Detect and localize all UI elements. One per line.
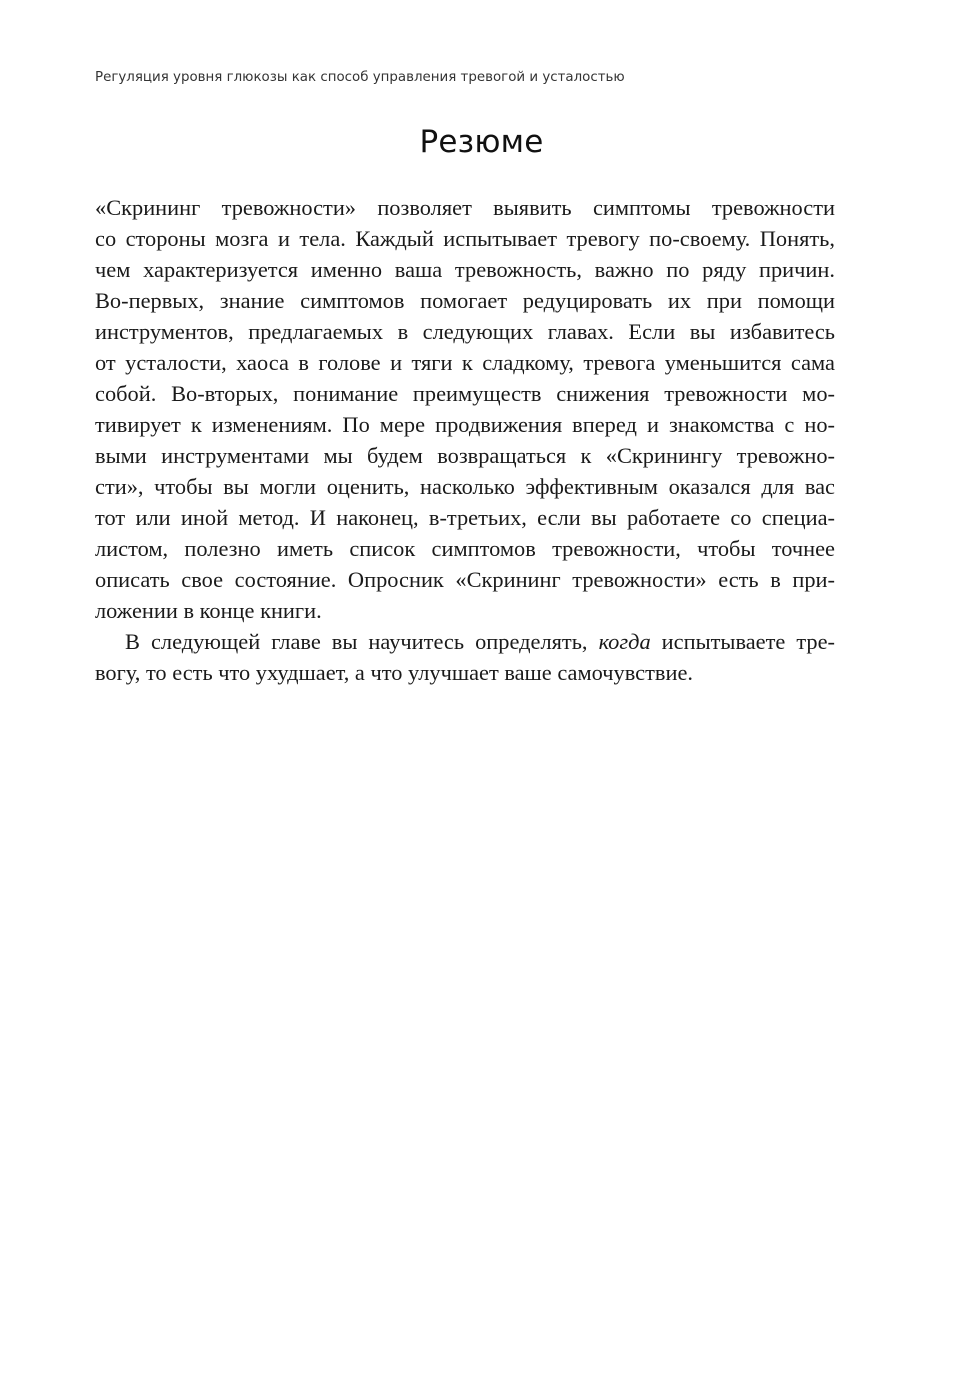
text-line: тивирует к изменениям. По мере продвижения вперед и знакомства с но-	[95, 412, 835, 437]
text-line: «Скрининг тревожности» позволяет выявить симптомы тревожности	[95, 195, 835, 220]
paragraph-2	[95, 626, 835, 688]
text-line: собой. Во-вторых, понимание преимуществ снижения тревожности мо-	[95, 381, 835, 406]
section-title: Резюме	[419, 124, 544, 160]
text-line: инструментов, предлагаемых в следующих главах. Если вы избавитесь	[95, 319, 835, 344]
text-line: со стороны мозга и тела. Каждый испытывает тревогу по-своему. Понять,	[95, 226, 835, 251]
text-segment: В следующей главе вы научитесь определять,	[125, 629, 599, 654]
text-line: листом, полезно иметь список симптомов тревожности, чтобы точнее	[95, 536, 835, 561]
text-line	[95, 626, 835, 657]
text-line: чем характеризуется именно ваша тревожность, важно по ряду причин.	[95, 257, 835, 282]
paragraph-1	[95, 192, 835, 626]
text-line: от усталости, хаоса в голове и тяги к сладкому, тревога уменьшится сама	[95, 350, 835, 375]
text-line: выми инструментами мы будем возвращаться к «Скринингу тревожно-	[95, 443, 835, 468]
text-line: Во-первых, знание симптомов помогает редуцировать их при помощи	[95, 288, 835, 313]
text-segment: испытываете тре-	[650, 629, 835, 654]
text-line: вогу, то есть что ухудшает, а что улучшает ваше самочувствие.	[95, 660, 693, 685]
text-line: сти», чтобы вы могли оценить, насколько эффективным оказался для вас	[95, 474, 835, 499]
running-header: Регуляция уровня глюкозы как способ управления тревогой и усталостью	[95, 70, 625, 85]
emphasis-word: когда	[598, 629, 651, 654]
text-line: описать свое состояние. Опросник «Скрининг тревожности» есть в при-	[95, 567, 835, 592]
body-text	[95, 192, 835, 688]
text-line: ложении в конце книги.	[95, 598, 322, 623]
text-line: тот или иной метод. И наконец, в-третьих, если вы работаете со специа-	[95, 505, 835, 530]
